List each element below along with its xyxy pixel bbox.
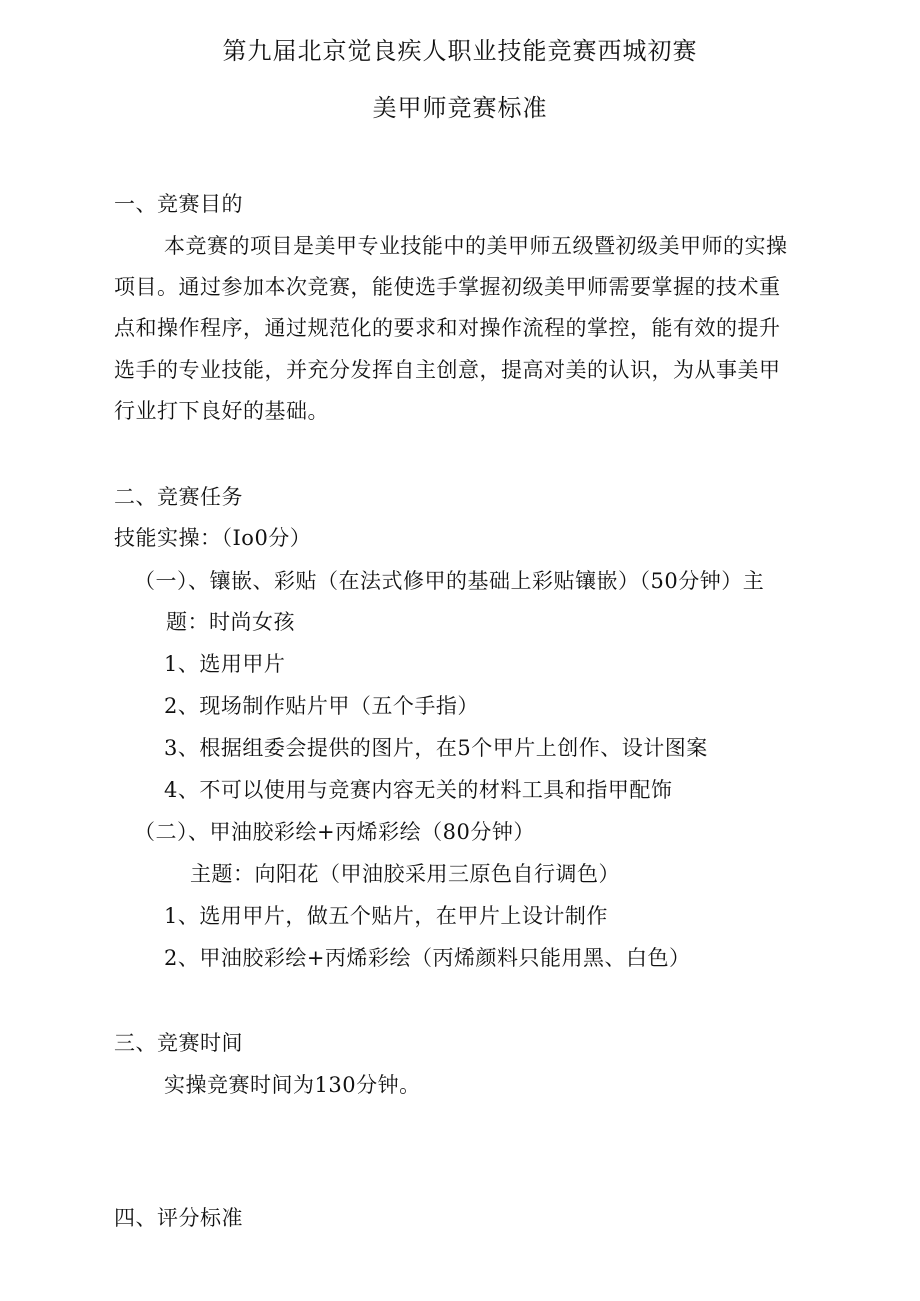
section-heading-time: 三、竞赛时间 — [114, 1031, 243, 1055]
section-heading-tasks: 二、竞赛任务 — [114, 485, 243, 509]
part1-theme: 题：时尚女孩 — [166, 610, 295, 634]
part2-theme: 主题：向阳花（甲油胶采用三原色自行调色） — [190, 862, 620, 886]
time-text: 实操竞赛时间为130分钟。 — [164, 1073, 421, 1097]
list-item: 1、选用甲片，做五个贴片，在甲片上设计制作 — [164, 904, 608, 928]
paragraph-line: 点和操作程序，通过规范化的要求和对操作流程的掌控，能有效的提升 — [114, 316, 781, 340]
document-title: 第九届北京觉良疾人职业技能竞赛西城初赛 — [222, 37, 698, 65]
list-item: 2、甲油胶彩绘+丙烯彩绘（丙烯颜料只能用黑、白色） — [164, 946, 691, 970]
part1-heading: （一）、镶嵌、彩贴（在法式修甲的基础上彩贴镶嵌）（50分钟）主 — [134, 569, 765, 593]
skill-practice-line: 技能实操：（Io0分） — [114, 526, 312, 550]
document-subtitle: 美甲师竞赛标准 — [372, 94, 548, 122]
list-item: 4、不可以使用与竞赛内容无关的材料工具和指甲配饰 — [164, 778, 673, 802]
paragraph-line: 行业打下良好的基础。 — [114, 399, 329, 423]
list-item: 1、选用甲片 — [164, 652, 286, 676]
list-item: 3、根据组委会提供的图片，在5个甲片上创作、设计图案 — [164, 736, 708, 760]
paragraph-line: 项目。通过参加本次竞赛，能使选手掌握初级美甲师需要掌握的技术重 — [114, 275, 781, 299]
paragraph-line: 选手的专业技能，并充分发挥自主创意，提高对美的认识，为从事美甲 — [114, 358, 781, 382]
section-heading-purpose: 一、竞赛目的 — [114, 192, 243, 216]
list-item: 2、现场制作贴片甲（五个手指） — [164, 694, 479, 718]
part2-heading: （二）、甲油胶彩绘+丙烯彩绘（80分钟） — [134, 820, 535, 844]
section-heading-scoring: 四、评分标准 — [114, 1206, 243, 1230]
paragraph-line: 本竞赛的项目是美甲专业技能中的美甲师五级暨初级美甲师的实操 — [164, 234, 788, 258]
